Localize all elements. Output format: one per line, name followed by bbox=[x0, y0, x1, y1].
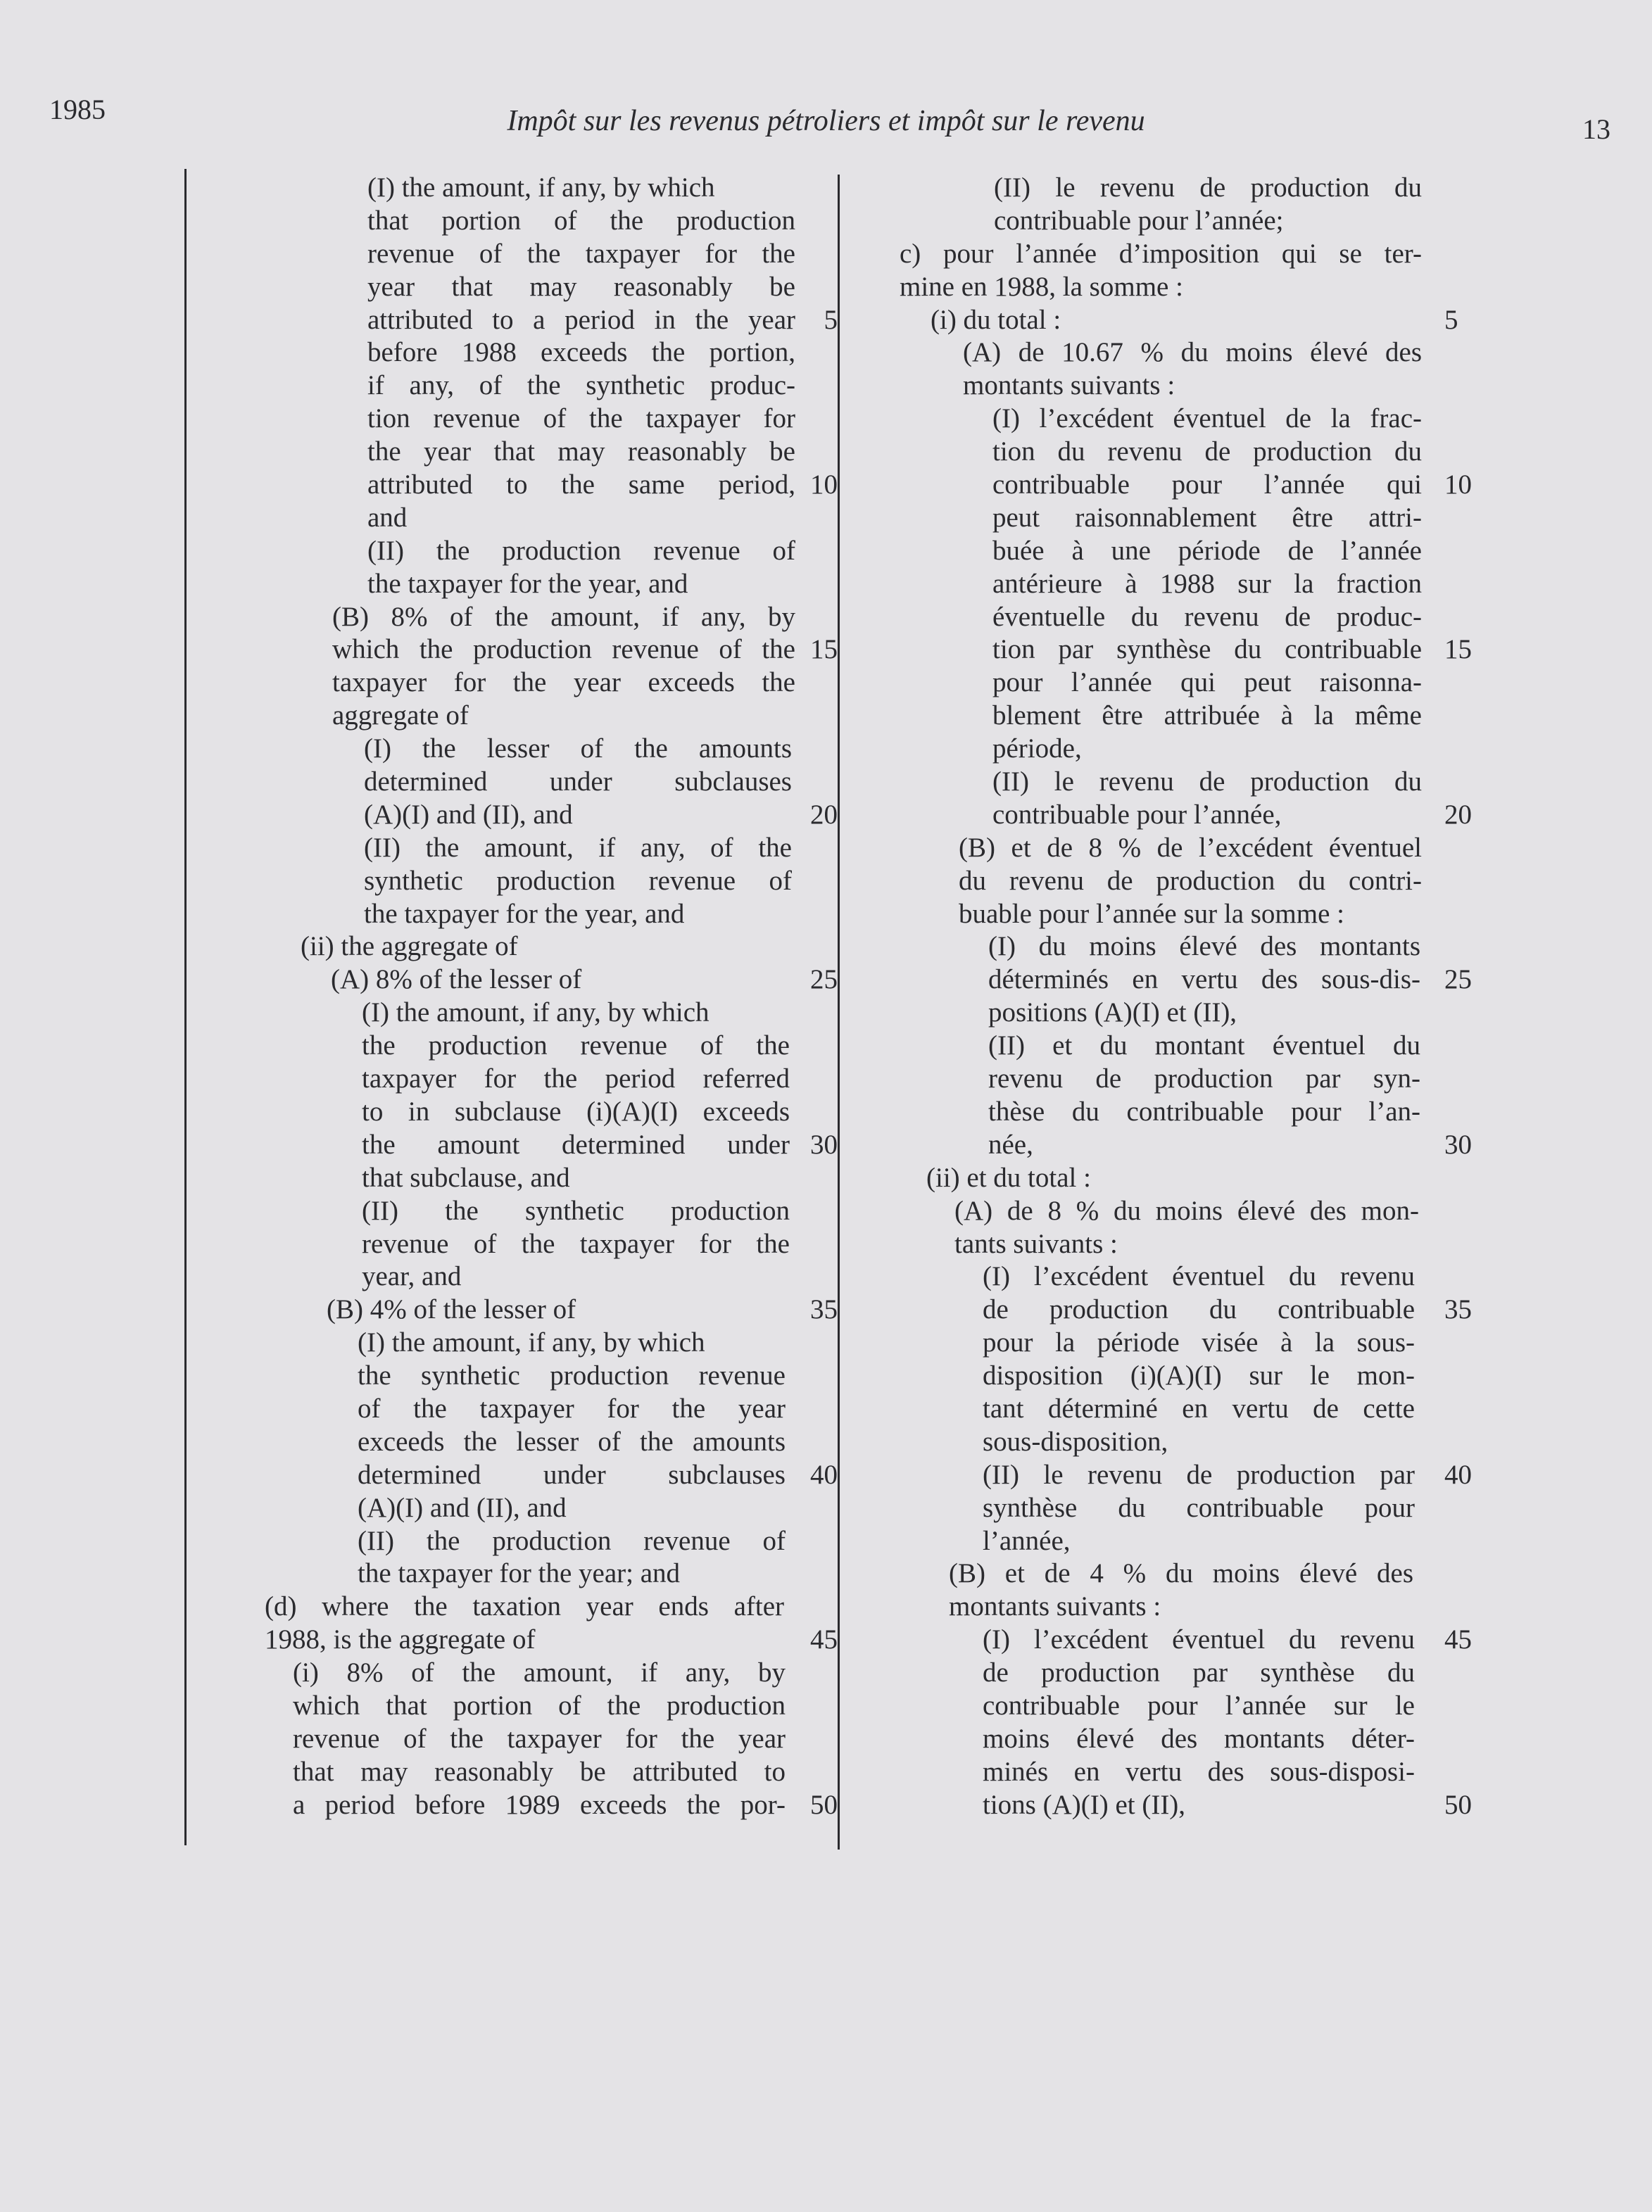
english-line-text: taxpayer for the year exceeds the bbox=[332, 667, 795, 698]
english-text-line bbox=[262, 1723, 838, 1756]
french-line-text: montants suivants : bbox=[949, 1591, 1161, 1622]
french-line-text: contribuable pour l’année; bbox=[994, 205, 1284, 236]
english-line-text: to in subclause (i)(A)(I) exceeds bbox=[362, 1096, 790, 1127]
french-line-text: antérieure à 1988 sur la fraction bbox=[992, 568, 1422, 599]
english-text-line bbox=[262, 304, 838, 337]
english-line-number: 25 bbox=[810, 964, 838, 995]
french-text-line bbox=[897, 832, 1474, 865]
french-line-text: tion par synthèse du contribuable bbox=[992, 634, 1422, 665]
english-line-text: and bbox=[367, 502, 408, 533]
page-number: 13 bbox=[1582, 113, 1610, 145]
french-text-line bbox=[897, 1063, 1474, 1096]
english-line-number: 45 bbox=[810, 1624, 838, 1655]
english-text-line bbox=[262, 271, 838, 304]
french-line-text: synthèse du contribuable pour bbox=[983, 1492, 1415, 1523]
french-text-line bbox=[897, 1260, 1474, 1294]
french-line-text: thèse du contribuable pour l’an- bbox=[988, 1096, 1420, 1127]
french-text-line bbox=[897, 1096, 1474, 1129]
french-text-line bbox=[897, 469, 1474, 502]
french-line-text: montants suivants : bbox=[963, 370, 1175, 401]
english-line-text: tion revenue of the taxpayer for bbox=[367, 403, 795, 434]
french-line-text: (ii) et du total : bbox=[926, 1162, 1091, 1193]
english-column bbox=[262, 172, 838, 1822]
french-line-text: mine en 1988, la somme : bbox=[900, 271, 1183, 302]
french-line-text: (II) le revenu de production du bbox=[994, 172, 1422, 203]
english-line-text: before 1988 exceeds the portion, bbox=[367, 337, 795, 368]
french-line-text: moins élevé des montants déter- bbox=[983, 1723, 1415, 1754]
english-text-line bbox=[262, 1591, 838, 1624]
english-text-line bbox=[262, 1525, 838, 1558]
english-line-text: that portion of the production bbox=[367, 205, 795, 236]
english-text-line bbox=[262, 1030, 838, 1063]
english-line-text: (A) 8% of the lesser of bbox=[331, 964, 582, 995]
english-line-text: revenue of the taxpayer for the year bbox=[293, 1723, 786, 1754]
english-line-text: determined under subclauses bbox=[358, 1459, 786, 1490]
page-year: 1985 bbox=[49, 94, 106, 125]
french-line-text: de production du contribuable bbox=[983, 1294, 1415, 1325]
french-text-line bbox=[897, 666, 1474, 700]
french-line-text: pour la période visée à la sous- bbox=[983, 1327, 1415, 1358]
french-line-text: minés en vertu des sous-disposi- bbox=[983, 1756, 1415, 1787]
french-text-line bbox=[897, 436, 1474, 469]
english-line-text: year that may reasonably be bbox=[367, 271, 795, 302]
english-line-text: revenue of the taxpayer for the bbox=[367, 238, 795, 269]
english-line-text: the taxpayer for the year; and bbox=[358, 1558, 681, 1589]
english-line-text: that may reasonably be attributed to bbox=[293, 1756, 786, 1787]
english-text-line bbox=[262, 1228, 838, 1261]
english-line-text: (ii) the aggregate of bbox=[301, 931, 518, 962]
french-line-text: peut raisonnablement être attri- bbox=[992, 502, 1422, 533]
french-text-line bbox=[897, 633, 1474, 666]
french-text-line bbox=[897, 502, 1474, 535]
english-line-text: (d) where the taxation year ends after bbox=[265, 1591, 784, 1622]
english-text-line bbox=[262, 666, 838, 700]
english-line-number: 10 bbox=[810, 469, 838, 500]
english-text-line bbox=[262, 700, 838, 733]
french-text-line bbox=[897, 1657, 1474, 1690]
english-line-text: the production revenue of the bbox=[362, 1030, 790, 1061]
french-line-text: contribuable pour l’année, bbox=[992, 799, 1282, 830]
english-line-text: the synthetic production revenue bbox=[358, 1360, 786, 1391]
french-line-text: blement être attribuée à la même bbox=[992, 700, 1422, 731]
french-line-text: (B) et de 4 % du moins élevé des bbox=[949, 1558, 1413, 1589]
english-line-text: taxpayer for the period referred bbox=[362, 1063, 790, 1094]
french-text-line bbox=[897, 1756, 1474, 1789]
english-text-line bbox=[262, 1360, 838, 1393]
french-text-line bbox=[897, 601, 1474, 634]
english-text-line bbox=[262, 865, 838, 898]
french-line-text: (I) l’excédent éventuel du revenu bbox=[983, 1624, 1415, 1655]
english-line-text: (I) the lesser of the amounts bbox=[364, 733, 792, 764]
english-line-text: (B) 8% of the amount, if any, by bbox=[332, 601, 795, 632]
english-line-text: the year that may reasonably be bbox=[367, 436, 795, 467]
french-text-line bbox=[897, 1228, 1474, 1261]
english-line-text: aggregate of bbox=[332, 700, 469, 731]
english-text-line bbox=[262, 436, 838, 469]
english-line-text: synthetic production revenue of bbox=[364, 865, 792, 896]
french-text-line bbox=[897, 1723, 1474, 1756]
french-text-line bbox=[897, 1129, 1474, 1162]
french-text-line bbox=[897, 1162, 1474, 1195]
french-line-text: pour l’année qui peut raisonna- bbox=[992, 667, 1422, 698]
french-text-line bbox=[897, 1525, 1474, 1558]
english-line-text: determined under subclauses bbox=[364, 766, 792, 797]
french-line-text: (II) le revenu de production du bbox=[992, 766, 1422, 797]
french-line-text: (I) l’excédent éventuel du revenu bbox=[983, 1261, 1415, 1292]
english-line-text: that subclause, and bbox=[362, 1162, 570, 1193]
french-line-text: (I) du moins élevé des montants bbox=[988, 931, 1420, 962]
french-line-number: 20 bbox=[1444, 799, 1472, 830]
french-line-text: née, bbox=[988, 1129, 1033, 1160]
french-line-text: tant déterminé en vertu de cette bbox=[983, 1393, 1415, 1424]
english-text-line bbox=[262, 568, 838, 601]
french-line-text: (A) de 10.67 % du moins élevé des bbox=[963, 337, 1422, 368]
french-line-text: sous-disposition, bbox=[983, 1426, 1168, 1457]
french-line-text: c) pour l’année d’imposition qui se ter- bbox=[900, 238, 1422, 269]
french-text-line bbox=[897, 1591, 1474, 1624]
french-line-number: 50 bbox=[1444, 1789, 1472, 1820]
english-text-line bbox=[262, 1129, 838, 1162]
english-text-line bbox=[262, 336, 838, 369]
english-text-line bbox=[262, 1260, 838, 1294]
french-line-text: l’année, bbox=[983, 1525, 1071, 1556]
english-text-line bbox=[262, 238, 838, 271]
english-text-line bbox=[262, 535, 838, 568]
english-text-line bbox=[262, 1294, 838, 1327]
french-text-line bbox=[897, 898, 1474, 931]
french-text-line bbox=[897, 304, 1474, 337]
english-line-number: 30 bbox=[810, 1129, 838, 1160]
english-text-line bbox=[262, 1756, 838, 1789]
english-text-line bbox=[262, 1162, 838, 1195]
french-text-line bbox=[897, 535, 1474, 568]
english-line-text: attributed to a period in the year bbox=[367, 304, 795, 335]
english-text-line bbox=[262, 1063, 838, 1096]
english-line-text: (II) the production revenue of bbox=[358, 1525, 786, 1556]
english-text-line bbox=[262, 963, 838, 997]
english-line-text: a period before 1989 exceeds the por- bbox=[293, 1789, 786, 1820]
english-line-text: exceeds the lesser of the amounts bbox=[358, 1426, 786, 1457]
english-line-text: (II) the amount, if any, of the bbox=[364, 832, 792, 863]
english-text-line bbox=[262, 1690, 838, 1723]
french-line-number: 30 bbox=[1444, 1129, 1472, 1160]
french-line-text: période, bbox=[992, 733, 1082, 764]
french-text-line bbox=[897, 1195, 1474, 1228]
english-line-text: the taxpayer for the year, and bbox=[367, 568, 688, 599]
english-text-line bbox=[262, 997, 838, 1030]
french-line-text: tions (A)(I) et (II), bbox=[983, 1789, 1186, 1820]
english-line-text: (II) the synthetic production bbox=[362, 1195, 790, 1226]
english-text-line bbox=[262, 633, 838, 666]
french-line-text: (II) et du montant éventuel du bbox=[988, 1030, 1420, 1061]
english-text-line bbox=[262, 1327, 838, 1360]
english-text-line bbox=[262, 172, 838, 205]
french-line-number: 45 bbox=[1444, 1624, 1472, 1655]
french-line-text: (I) l’excédent éventuel de la frac- bbox=[992, 403, 1422, 434]
french-text-line bbox=[897, 1459, 1474, 1492]
english-line-text: which the production revenue of the bbox=[332, 634, 795, 665]
english-line-text: (i) 8% of the amount, if any, by bbox=[293, 1657, 786, 1688]
french-line-text: buée à une période de l’année bbox=[992, 535, 1422, 566]
english-line-text: (A)(I) and (II), and bbox=[364, 799, 573, 830]
french-line-text: (i) du total : bbox=[931, 304, 1061, 335]
english-line-number: 35 bbox=[810, 1294, 838, 1325]
english-text-line bbox=[262, 369, 838, 403]
english-line-text: (B) 4% of the lesser of bbox=[327, 1294, 576, 1325]
english-text-line bbox=[262, 205, 838, 238]
english-line-text: year, and bbox=[362, 1261, 462, 1292]
french-text-line bbox=[897, 766, 1474, 799]
french-text-line bbox=[897, 865, 1474, 898]
french-text-line bbox=[897, 1492, 1474, 1525]
english-line-text: revenue of the taxpayer for the bbox=[362, 1228, 790, 1259]
french-line-text: positions (A)(I) et (II), bbox=[988, 997, 1237, 1028]
page-title: Impôt sur les revenus pétroliers et impôt sur le revenu bbox=[507, 105, 1145, 137]
french-text-line bbox=[897, 1690, 1474, 1723]
english-line-text: which that portion of the production bbox=[293, 1690, 786, 1721]
english-text-line bbox=[262, 1426, 838, 1459]
english-line-text: 1988, is the aggregate of bbox=[265, 1624, 536, 1655]
french-line-text: éventuelle du revenu de produc- bbox=[992, 601, 1422, 632]
english-line-number: 50 bbox=[810, 1789, 838, 1820]
french-text-line bbox=[897, 369, 1474, 403]
french-line-number: 5 bbox=[1444, 304, 1458, 335]
french-text-line bbox=[897, 336, 1474, 369]
english-line-number: 40 bbox=[810, 1459, 838, 1490]
english-line-text: of the taxpayer for the year bbox=[358, 1393, 786, 1424]
french-line-text: contribuable pour l’année qui bbox=[992, 469, 1422, 500]
french-line-number: 25 bbox=[1444, 964, 1472, 995]
english-line-number: 5 bbox=[824, 304, 838, 335]
french-text-line bbox=[897, 271, 1474, 304]
english-text-line bbox=[262, 733, 838, 766]
english-line-number: 15 bbox=[810, 634, 838, 665]
french-text-line bbox=[897, 238, 1474, 271]
french-line-number: 15 bbox=[1444, 634, 1472, 665]
english-text-line bbox=[262, 1459, 838, 1492]
french-text-line bbox=[897, 963, 1474, 997]
french-line-text: revenu de production par syn- bbox=[988, 1063, 1420, 1094]
english-line-text: the taxpayer for the year, and bbox=[364, 898, 685, 929]
french-text-line bbox=[897, 403, 1474, 436]
french-line-text: tion du revenu de production du bbox=[992, 436, 1422, 467]
french-text-line bbox=[897, 733, 1474, 766]
french-line-text: disposition (i)(A)(I) sur le mon- bbox=[983, 1360, 1415, 1391]
english-line-text: the amount determined under bbox=[362, 1129, 790, 1160]
english-line-text: (I) the amount, if any, by which bbox=[367, 172, 715, 203]
english-line-text: (A)(I) and (II), and bbox=[358, 1492, 567, 1523]
french-text-line bbox=[897, 1426, 1474, 1459]
french-text-line bbox=[897, 172, 1474, 205]
english-text-line bbox=[262, 1195, 838, 1228]
french-text-line bbox=[897, 799, 1474, 832]
french-line-text: tants suivants : bbox=[954, 1228, 1118, 1259]
english-text-line bbox=[262, 832, 838, 865]
french-line-text: déterminés en vertu des sous-dis- bbox=[988, 964, 1420, 995]
french-column bbox=[897, 172, 1474, 1822]
english-text-line bbox=[262, 1096, 838, 1129]
english-text-line bbox=[262, 1789, 838, 1822]
english-text-line bbox=[262, 601, 838, 634]
french-text-line bbox=[897, 205, 1474, 238]
french-text-line bbox=[897, 1294, 1474, 1327]
french-text-line bbox=[897, 1393, 1474, 1426]
french-text-line bbox=[897, 1360, 1474, 1393]
english-text-line bbox=[262, 1393, 838, 1426]
english-text-line bbox=[262, 469, 838, 502]
french-line-text: contribuable pour l’année sur le bbox=[983, 1690, 1415, 1721]
english-line-text: attributed to the same period, bbox=[367, 469, 795, 500]
french-line-text: (B) et de 8 % de l’excédent éventuel bbox=[959, 832, 1422, 863]
english-text-line bbox=[262, 1557, 838, 1591]
french-text-line bbox=[897, 1030, 1474, 1063]
french-line-text: de production par synthèse du bbox=[983, 1657, 1415, 1688]
french-line-number: 40 bbox=[1444, 1459, 1472, 1490]
french-text-line bbox=[897, 1557, 1474, 1591]
french-text-line bbox=[897, 1789, 1474, 1822]
english-text-line bbox=[262, 799, 838, 832]
english-line-text: (I) the amount, if any, by which bbox=[358, 1327, 705, 1358]
french-text-line bbox=[897, 930, 1474, 963]
french-text-line bbox=[897, 1327, 1474, 1360]
french-line-text: buable pour l’année sur la somme : bbox=[959, 898, 1344, 929]
french-line-number: 35 bbox=[1444, 1294, 1472, 1325]
english-text-line bbox=[262, 1624, 838, 1657]
french-text-line bbox=[897, 700, 1474, 733]
english-line-text: (I) the amount, if any, by which bbox=[362, 997, 710, 1028]
french-line-number: 10 bbox=[1444, 469, 1472, 500]
english-text-line bbox=[262, 930, 838, 963]
english-text-line bbox=[262, 766, 838, 799]
french-line-text: (II) le revenu de production par bbox=[983, 1459, 1415, 1490]
french-line-text: du revenu de production du contri- bbox=[959, 865, 1422, 896]
french-text-line bbox=[897, 568, 1474, 601]
french-line-text: (A) de 8 % du moins élevé des mon- bbox=[954, 1195, 1419, 1226]
english-text-line bbox=[262, 502, 838, 535]
english-line-text: (II) the production revenue of bbox=[367, 535, 795, 566]
english-text-line bbox=[262, 1492, 838, 1525]
english-text-line bbox=[262, 1657, 838, 1690]
french-text-line bbox=[897, 997, 1474, 1030]
english-line-text: if any, of the synthetic produc- bbox=[367, 370, 795, 401]
english-text-line bbox=[262, 898, 838, 931]
margin-rule-left bbox=[184, 169, 187, 1845]
english-text-line bbox=[262, 403, 838, 436]
french-text-line bbox=[897, 1624, 1474, 1657]
english-line-number: 20 bbox=[810, 799, 838, 830]
column-divider-rule bbox=[838, 175, 840, 1850]
